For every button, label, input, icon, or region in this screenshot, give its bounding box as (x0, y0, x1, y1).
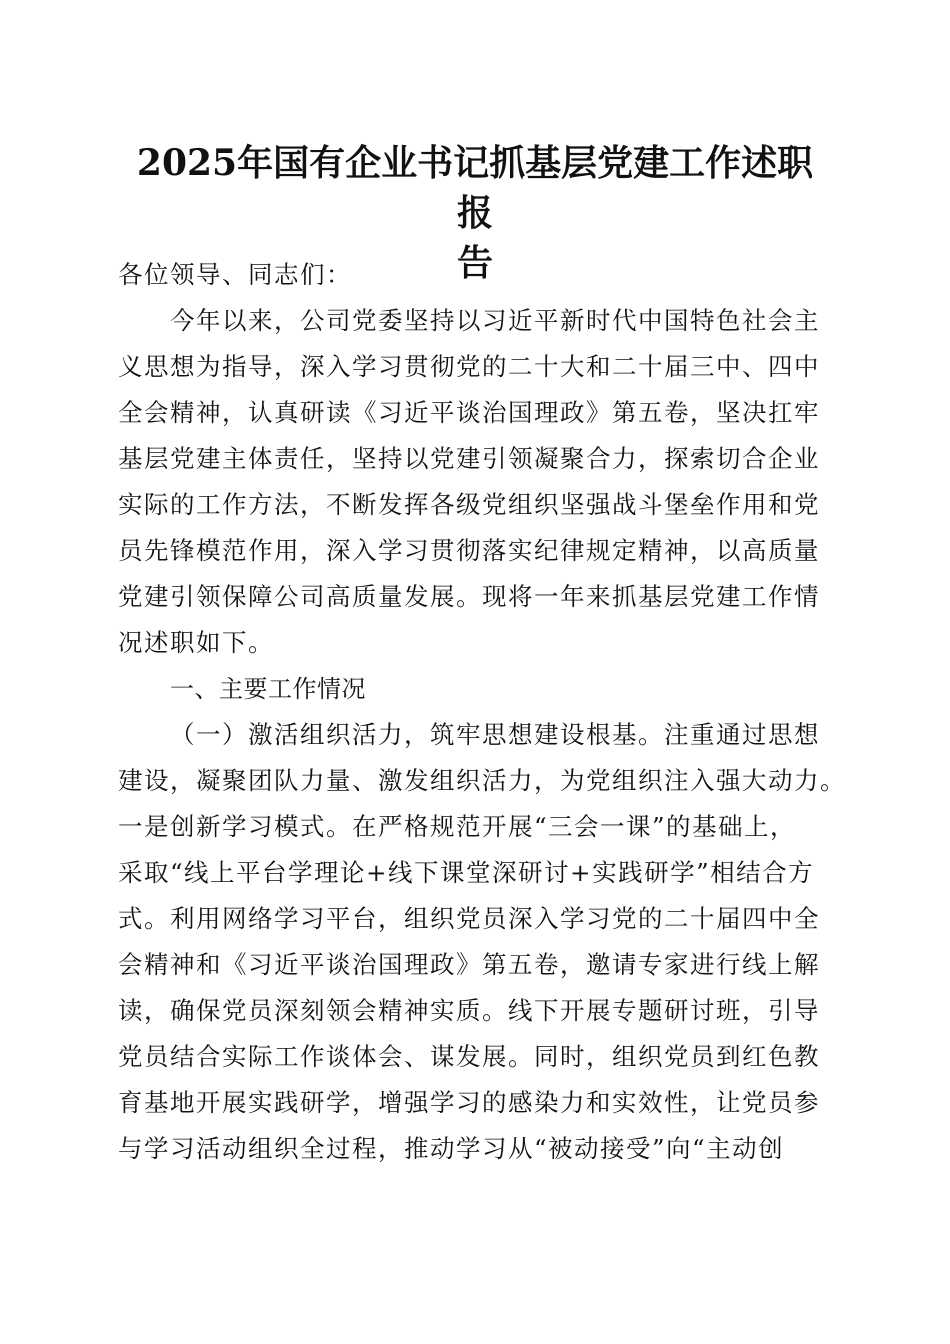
paragraph-line: 基层党建主体责任，坚持以党建引领凝聚合力，探索切合企业 (118, 444, 820, 473)
paragraph-line: 采取“线上平台学理论+线下课堂深研讨+实践研学”相结合方 (118, 858, 815, 887)
paragraph-line: 党建引领保障公司高质量发展。现将一年来抓基层党建工作情 (118, 582, 820, 611)
section-heading: 一、主要工作情况 (170, 675, 366, 703)
paragraph-line: 实际的工作方法，不断发挥各级党组织坚强战斗堡垒作用和党 (118, 490, 820, 519)
paragraph-line: 建设，凝聚团队力量、激发组织活力，为党组织注入强大动力。 (118, 766, 846, 795)
document-body (118, 252, 846, 1172)
paragraph-line: 会精神和《习近平谈治国理政》第五卷，邀请专家进行线上解 (118, 950, 820, 979)
paragraph-line: 员先锋模范作用，深入学习贯彻落实纪律规定精神，以高质量 (118, 536, 820, 565)
paragraph-line: 况述职如下。 (118, 628, 274, 657)
paragraph-line: 读，确保党员深刻领会精神实质。线下开展专题研讨班，引导 (118, 996, 820, 1025)
paragraph-line: 式。利用网络学习平台，组织党员深入学习党的二十届四中全 (118, 904, 820, 933)
paragraph-line: 义思想为指导，深入学习贯彻党的二十大和二十届三中、四中 (118, 352, 820, 381)
paragraph-line: 今年以来，公司党委坚持以习近平新时代中国特色社会主 (170, 306, 820, 335)
salutation: 各位领导、同志们： (118, 260, 352, 289)
paragraph-line: 党员结合实际工作谈体会、谋发展。同时，组织党员到红色教 (118, 1042, 820, 1071)
paragraph-line: （一）激活组织活力，筑牢思想建设根基。注重通过思想 (170, 720, 820, 749)
paragraph-line: 一是创新学习模式。在严格规范开展“三会一课”的基础上， (118, 812, 797, 841)
title-line-1: 2025年国有企业书记抓基层党建工作述职报 (136, 142, 814, 234)
paragraph-line: 全会精神，认真研读《习近平谈治国理政》第五卷，坚决扛牢 (118, 398, 820, 427)
paragraph-line: 育基地开展实践研学，增强学习的感染力和实效性，让党员参 (118, 1088, 820, 1117)
title-line-2: 告 (456, 242, 493, 284)
paragraph-line: 与学习活动组织全过程，推动学习从“被动接受”向“主动创 (118, 1134, 785, 1163)
